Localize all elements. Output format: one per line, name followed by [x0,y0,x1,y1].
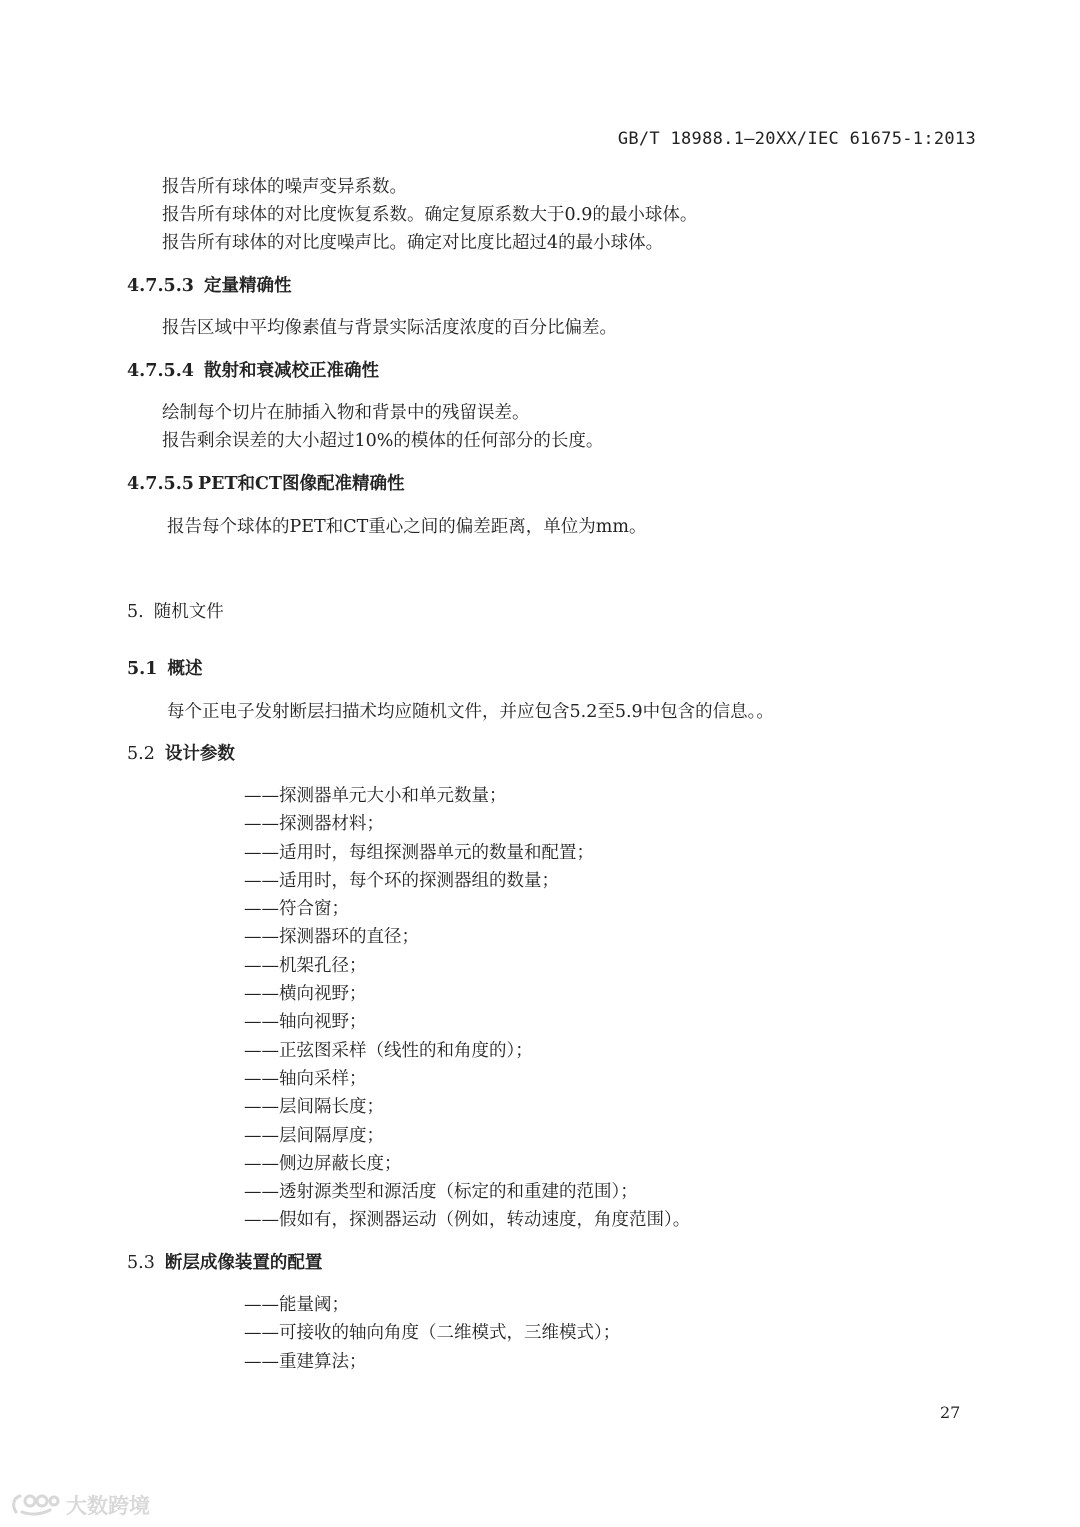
tomograph-configuration-list [244,1291,620,1376]
section-number: 5.1 [127,659,158,679]
section-number: 4.7.5.4 [127,361,194,381]
watermark [10,1490,150,1520]
section-heading-5-1 [127,655,202,683]
list-item: ——层间隔长度； [244,1097,384,1118]
section-body-4-7-5-3 [162,314,617,342]
section-title: 随机文件 [153,602,224,622]
section-body-4-7-5-4 [162,399,603,455]
section-number: 5. [127,602,144,622]
page-number: 27 [940,1403,961,1422]
intro-paragraph [162,173,697,257]
text-line: 报告剩余误差的大小超过10%的模体的任何部分的长度。 [162,431,604,451]
list-item: ——适用时，每组探测器单元的数量和配置； [244,842,594,863]
list-item: ——假如有，探测器运动（例如，转动速度，角度范围）。 [244,1210,691,1231]
section-number: 4.7.5.5 [127,474,194,494]
list-item: ——横向视野； [244,984,367,1005]
list-item: ——探测器单元大小和单元数量； [244,786,507,806]
section-heading-5-3 [127,1249,322,1277]
design-parameters-list [244,782,690,1235]
list-item: ——重建算法； [244,1351,367,1372]
list-item: ——符合窗； [244,899,349,920]
text-line: 绘制每个切片在肺插入物和背景中的残留误差。 [162,403,530,423]
section-title: 散射和衰减校正准确性 [203,361,379,381]
section-heading-4-7-5-3 [127,272,291,300]
text-line: 每个正电子发射断层扫描术均应随机文件，并应包含5.2至5.9中包含的信息。。 [167,702,774,722]
watermark-text: 大数跨境 [66,1494,150,1518]
list-item: ——能量阈； [244,1295,349,1315]
section-number: 5.2 [127,744,155,764]
section-title: 断层成像装置的配置 [164,1253,323,1273]
section-heading-4-7-5-4 [127,357,379,385]
brand-logo-icon [10,1492,60,1518]
list-item: ——机架孔径； [244,955,367,976]
list-item: ——透射源类型和源活度（标定的和重建的范围）； [244,1182,638,1203]
list-item: ——探测器环的直径； [244,927,419,948]
section-body-5-1 [167,698,774,726]
text-line: 报告每个球体的PET和CT重心之间的偏差距离，单位为mm。 [167,517,647,537]
list-item: ——探测器材料； [244,814,384,835]
list-item: ——轴向采样； [244,1068,367,1089]
section-title: PET和CT图像配准精确性 [197,474,405,494]
text-line: 报告所有球体的对比度噪声比。确定对比度比超过4的最小球体。 [162,233,664,253]
list-item: ——轴向视野； [244,1012,367,1033]
section-title: 概述 [167,659,203,679]
text-line: 报告区域中平均像素值与背景实际活度浓度的百分比偏差。 [162,318,617,338]
section-number: 5.3 [127,1253,155,1273]
list-item: ——正弦图采样（线性的和角度的）； [244,1040,533,1061]
list-item: ——适用时，每个环的探测器组的数量； [244,870,559,891]
section-title: 设计参数 [164,744,235,764]
list-item: ——侧边屏蔽长度； [244,1153,402,1174]
standard-number: GB/T 18988.1—20XX/IEC 61675-1:2013 [617,129,976,149]
list-item: ——可接收的轴向角度（二维模式，三维模式）； [244,1323,621,1344]
section-heading-4-7-5-5 [127,470,404,498]
text-line: 报告所有球体的对比度恢复系数。确定复原系数大于0.9的最小球体。 [162,205,698,225]
list-item: ——层间隔厚度； [244,1125,384,1146]
section-number: 4.7.5.3 [127,276,194,296]
section-body-4-7-5-5 [167,513,646,541]
section-title: 定量精确性 [203,276,292,296]
text-line: 报告所有球体的噪声变异系数。 [162,177,407,197]
chapter-heading-5 [127,598,224,626]
section-heading-5-2 [127,740,235,768]
